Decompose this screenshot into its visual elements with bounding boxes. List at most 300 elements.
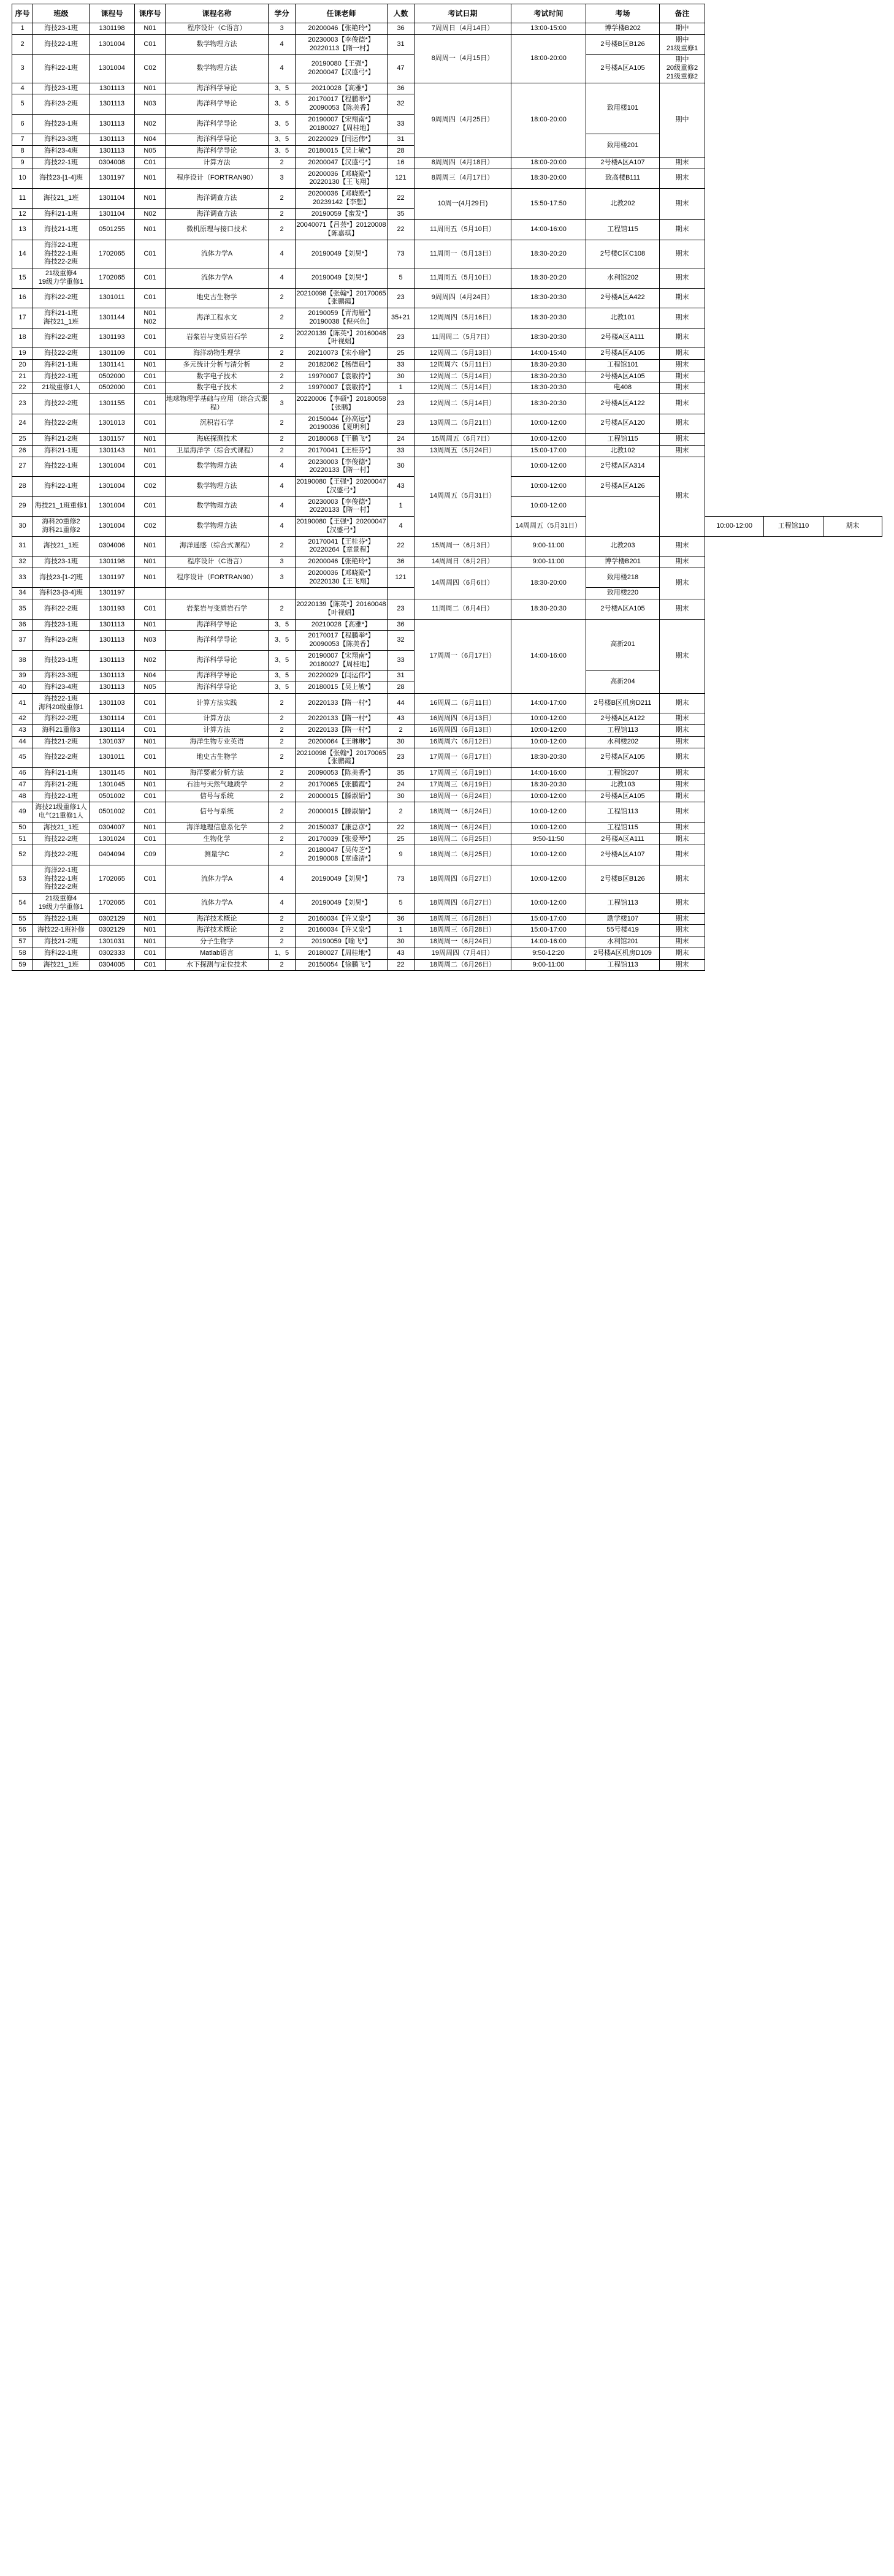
exam-schedule-sheet xyxy=(0,4,894,971)
course-code: 0404094 xyxy=(90,845,135,865)
course-seq: N01 xyxy=(135,434,166,446)
course-name: 海洋科学导论 xyxy=(166,650,269,671)
class-name: 海技21-2班 xyxy=(33,937,90,948)
exam-room: 2号楼C区C108 xyxy=(586,240,660,268)
exam-time: 14:00-16:00 xyxy=(511,220,586,240)
credit: 2 xyxy=(269,599,296,620)
credit: 2 xyxy=(269,328,296,348)
credit: 2 xyxy=(269,937,296,948)
course-name: 海洋生物专业英语 xyxy=(166,736,269,748)
class-name: 海技21_1班 xyxy=(33,189,90,209)
exam-room: 2号楼A区A111 xyxy=(586,834,660,845)
credit: 2 xyxy=(269,736,296,748)
table-row xyxy=(12,23,882,35)
exam-time: 18:30-20:30 xyxy=(511,779,586,791)
class-name: 海科21-1班 xyxy=(33,359,90,371)
course-seq: C01 xyxy=(135,599,166,620)
exam-date: 8周周一（4月15日） xyxy=(415,34,511,83)
exam-date: 17周周一（6月17日） xyxy=(415,619,511,693)
course-code: 1301113 xyxy=(90,682,135,694)
course-name: 海洋科学导论 xyxy=(166,682,269,694)
class-name: 海科20重修2 海科21重修2 xyxy=(33,517,90,537)
student-count: 1 xyxy=(388,382,415,394)
exam-date: 12周周六（5月11日） xyxy=(415,359,511,371)
table-row xyxy=(12,822,882,834)
course-name: 地史古生物学 xyxy=(166,288,269,308)
course-name: Matlab语言 xyxy=(166,948,269,959)
teacher: 20170039【张爱琴*】 xyxy=(296,834,388,845)
exam-room: 博学楼B202 xyxy=(586,23,660,35)
credit: 3、5 xyxy=(269,650,296,671)
exam-room: 2号楼B区机房D211 xyxy=(586,693,660,713)
course-seq: C01 xyxy=(135,268,166,289)
credit: 4 xyxy=(269,457,296,477)
credit: 2 xyxy=(269,157,296,169)
teacher: 20170065【张鹏霞*】 xyxy=(296,779,388,791)
class-name: 海科23-4班 xyxy=(33,146,90,158)
course-name: 数字电子技术 xyxy=(166,371,269,382)
exam-date: 18周周三（6月28日） xyxy=(415,925,511,937)
course-name: 海洋科学导论 xyxy=(166,619,269,631)
exam-date: 18周周一（6月24日） xyxy=(415,802,511,823)
course-name: 海洋科学导论 xyxy=(166,146,269,158)
student-count: 23 xyxy=(388,328,415,348)
table-row xyxy=(12,619,882,631)
course-seq: C01 xyxy=(135,748,166,768)
exam-room: 高新204 xyxy=(586,671,660,694)
column-header-8: 考试日期 xyxy=(415,4,511,23)
course-code: 1301011 xyxy=(90,748,135,768)
exam-time: 10:00-12:00 xyxy=(511,894,586,914)
course-seq: N01 xyxy=(135,189,166,209)
student-count: 23 xyxy=(388,748,415,768)
row-index: 53 xyxy=(12,865,33,893)
table-row xyxy=(12,414,882,434)
course-seq: C01 xyxy=(135,496,166,517)
exam-date: 14周周日（6月2日） xyxy=(415,557,511,568)
exam-date: 17周周一（6月17日） xyxy=(415,748,511,768)
teacher: 20090053【陈美香*】 xyxy=(296,768,388,780)
exam-time: 10:00-12:00 xyxy=(511,802,586,823)
teacher: 20220133【隋一村*】 xyxy=(296,725,388,737)
course-code: 1702065 xyxy=(90,240,135,268)
row-index: 14 xyxy=(12,240,33,268)
exam-room: 北教202 xyxy=(586,189,660,220)
table-row xyxy=(12,834,882,845)
row-index: 35 xyxy=(12,599,33,620)
remark: 期末 xyxy=(660,693,705,713)
course-code: 1301141 xyxy=(90,359,135,371)
course-name: 海洋科学导论 xyxy=(166,94,269,115)
row-index: 29 xyxy=(12,496,33,517)
course-code: 0304007 xyxy=(90,822,135,834)
row-index: 11 xyxy=(12,189,33,209)
teacher: 20182062【杨德晨*】 xyxy=(296,359,388,371)
exam-room: 致用楼101 xyxy=(586,83,660,134)
course-name: 信号与系统 xyxy=(166,791,269,802)
course-name: 流体力学A xyxy=(166,268,269,289)
exam-time: 9:50-12:20 xyxy=(511,948,586,959)
student-count: 22 xyxy=(388,959,415,971)
course-name: 沉积岩石学 xyxy=(166,414,269,434)
class-name: 海科22-2班 xyxy=(33,713,90,725)
class-name: 海技22-1班 海科20级重修1 xyxy=(33,693,90,713)
row-index: 37 xyxy=(12,631,33,651)
exam-time: 15:00-17:00 xyxy=(511,913,586,925)
exam-room: 2号楼A区A107 xyxy=(586,845,660,865)
teacher: 20190007【宋翔南*】20180027【周桂地】 xyxy=(296,650,388,671)
exam-date: 18周周二（6月26日） xyxy=(415,959,511,971)
class-name: 海技23-[1-2]班 xyxy=(33,568,90,588)
remark: 期末 xyxy=(660,568,705,599)
exam-date: 11周周五（5月10日） xyxy=(415,268,511,289)
row-index: 9 xyxy=(12,157,33,169)
exam-date: 11周周二（6月4日） xyxy=(415,599,511,620)
remark: 期末 xyxy=(660,791,705,802)
teacher: 20180027【周桂地*】 xyxy=(296,948,388,959)
course-name: 程序设计（C语言） xyxy=(166,557,269,568)
course-seq: N01 xyxy=(135,568,166,588)
class-name: 海技23-[1-4]班 xyxy=(33,169,90,189)
credit: 2 xyxy=(269,768,296,780)
credit: 3、5 xyxy=(269,671,296,682)
row-index: 8 xyxy=(12,146,33,158)
exam-time: 14:00-16:00 xyxy=(511,619,586,693)
student-count: 33 xyxy=(388,114,415,134)
column-header-3: 课序号 xyxy=(135,4,166,23)
exam-time: 18:00-20:00 xyxy=(511,83,586,157)
course-seq: C01 xyxy=(135,382,166,394)
course-seq: N01 xyxy=(135,736,166,748)
course-name: 流体力学A xyxy=(166,894,269,914)
exam-date: 14周周四（6月6日） xyxy=(415,568,511,599)
class-name: 海技21_1班 xyxy=(33,959,90,971)
row-index: 15 xyxy=(12,268,33,289)
exam-time: 18:30-20:30 xyxy=(511,382,586,394)
exam-date: 14周周五（5月31日） xyxy=(415,457,511,536)
table-row xyxy=(12,736,882,748)
table-body xyxy=(12,23,882,971)
class-name: 海技23-1班 xyxy=(33,23,90,35)
class-name: 海科23-3班 xyxy=(33,134,90,146)
row-index: 54 xyxy=(12,894,33,914)
course-code: 1301144 xyxy=(90,308,135,329)
course-name: 海洋工程水文 xyxy=(166,308,269,329)
class-name: 海技22-1班 xyxy=(33,157,90,169)
remark: 期末 xyxy=(660,288,705,308)
course-seq xyxy=(135,588,166,599)
exam-time: 18:00-20:00 xyxy=(511,157,586,169)
student-count: 47 xyxy=(388,55,415,83)
remark: 期末 xyxy=(660,834,705,845)
row-index: 44 xyxy=(12,736,33,748)
teacher: 20220133【隋一村*】 xyxy=(296,693,388,713)
exam-time: 14:00-16:00 xyxy=(511,768,586,780)
exam-room: 2号楼A区A105 xyxy=(586,371,660,382)
course-name: 多元统计分析与清分析 xyxy=(166,359,269,371)
student-count: 28 xyxy=(388,682,415,694)
remark: 期末 xyxy=(660,445,705,457)
course-code: 1301114 xyxy=(90,725,135,737)
class-name: 海科21-1班 xyxy=(33,445,90,457)
course-name: 计算方法实践 xyxy=(166,693,269,713)
student-count: 2 xyxy=(388,725,415,737)
course-code: 1301037 xyxy=(90,736,135,748)
teacher: 20170017【程鹏举*】20090053【陈美香】 xyxy=(296,94,388,115)
exam-room: 2号楼A区A105 xyxy=(586,791,660,802)
exam-room: 致用楼201 xyxy=(586,134,660,158)
class-name: 海技21_1班 xyxy=(33,822,90,834)
teacher: 19970007【袁敏持*】 xyxy=(296,382,388,394)
table-row xyxy=(12,802,882,823)
teacher: 20210028【高雅*】 xyxy=(296,619,388,631)
credit: 3、5 xyxy=(269,146,296,158)
class-name: 海科23-4班 xyxy=(33,682,90,694)
remark: 期末 xyxy=(660,725,705,737)
exam-time: 15:50-17:50 xyxy=(511,189,586,220)
remark: 期末 xyxy=(660,414,705,434)
course-code: 1301103 xyxy=(90,693,135,713)
student-count: 35 xyxy=(388,768,415,780)
table-header-row xyxy=(12,4,882,23)
credit: 2 xyxy=(269,445,296,457)
course-code: 1702065 xyxy=(90,865,135,893)
course-seq: N01 xyxy=(135,619,166,631)
class-name: 海科21-1班 xyxy=(33,768,90,780)
teacher: 20230003【李俊德*】20220133【隋一村】 xyxy=(296,496,388,517)
exam-time: 18:30-20:30 xyxy=(511,328,586,348)
credit: 4 xyxy=(269,55,296,83)
class-name: 海洋22-1班 海技22-1班 海技22-2班 xyxy=(33,240,90,268)
course-name: 数字电子技术 xyxy=(166,382,269,394)
row-index: 17 xyxy=(12,308,33,329)
remark: 期末 xyxy=(660,394,705,414)
student-count: 43 xyxy=(388,477,415,497)
course-seq: N01 xyxy=(135,937,166,948)
row-index: 56 xyxy=(12,925,33,937)
course-seq: C02 xyxy=(135,55,166,83)
remark: 期中 xyxy=(660,23,705,35)
column-header-7: 人数 xyxy=(388,4,415,23)
teacher: 20190049【刘昊*】 xyxy=(296,268,388,289)
course-name: 程序设计（FORTRAN90） xyxy=(166,169,269,189)
teacher: 20200047【汉盛弓*】 xyxy=(296,157,388,169)
credit: 3 xyxy=(269,568,296,588)
course-seq: C01 xyxy=(135,394,166,414)
course-name: 海洋要素分析方法 xyxy=(166,768,269,780)
class-name: 海科23-3班 xyxy=(33,671,90,682)
course-name: 水下探测与定位技术 xyxy=(166,959,269,971)
exam-schedule-table xyxy=(12,4,882,971)
table-row xyxy=(12,913,882,925)
exam-room xyxy=(586,496,660,536)
teacher: 20220133【隋一村*】 xyxy=(296,713,388,725)
remark: 期末 xyxy=(660,913,705,925)
exam-room: 工程馆207 xyxy=(586,768,660,780)
remark: 期末 xyxy=(660,536,705,557)
row-index: 45 xyxy=(12,748,33,768)
row-index: 2 xyxy=(12,34,33,55)
teacher: 20190059【青海雁*】20190038【倪兴色】 xyxy=(296,308,388,329)
row-index: 22 xyxy=(12,382,33,394)
exam-room: 2号楼A区A107 xyxy=(586,157,660,169)
course-seq: C09 xyxy=(135,845,166,865)
class-name: 海技22-1班 xyxy=(33,913,90,925)
course-name: 计算方法 xyxy=(166,157,269,169)
course-code: 1301157 xyxy=(90,434,135,446)
course-code: 0302129 xyxy=(90,913,135,925)
course-name: 生物化学 xyxy=(166,834,269,845)
table-row xyxy=(12,791,882,802)
course-seq: C01 xyxy=(135,865,166,893)
class-name: 海技23-1班 xyxy=(33,83,90,94)
row-index: 31 xyxy=(12,536,33,557)
credit: 2 xyxy=(269,713,296,725)
credit: 2 xyxy=(269,536,296,557)
exam-date: 12周周二（5月14日） xyxy=(415,382,511,394)
remark: 期末 xyxy=(660,736,705,748)
course-code: 1301013 xyxy=(90,414,135,434)
course-code: 1301197 xyxy=(90,568,135,588)
column-header-11: 备注 xyxy=(660,4,705,23)
course-code: 1301011 xyxy=(90,288,135,308)
remark: 期中 20级重修2 21级重修2 xyxy=(660,55,705,83)
credit: 2 xyxy=(269,845,296,865)
row-index: 46 xyxy=(12,768,33,780)
exam-time: 18:30-20:30 xyxy=(511,394,586,414)
exam-date: 8周周四（4月18日） xyxy=(415,157,511,169)
student-count: 33 xyxy=(388,445,415,457)
table-row xyxy=(12,240,882,268)
course-code: 1301113 xyxy=(90,146,135,158)
row-index: 18 xyxy=(12,328,33,348)
credit: 4 xyxy=(269,865,296,893)
exam-room: 2号楼A区A120 xyxy=(586,414,660,434)
course-code: 1301193 xyxy=(90,328,135,348)
exam-date: 18周周二（6月25日） xyxy=(415,834,511,845)
class-name: 海科22-1班 xyxy=(33,948,90,959)
table-row xyxy=(12,845,882,865)
class-name: 海洋22-1班 海技22-1班 海技22-2班 xyxy=(33,865,90,893)
exam-date: 17周周三（6月19日） xyxy=(415,779,511,791)
remark: 期末 xyxy=(660,308,705,329)
course-code: 1301113 xyxy=(90,671,135,682)
teacher: 20190049【刘昊*】 xyxy=(296,240,388,268)
course-seq: N01 xyxy=(135,779,166,791)
exam-time: 10:00-12:00 xyxy=(705,517,764,537)
course-code: 1301113 xyxy=(90,83,135,94)
course-name xyxy=(166,588,269,599)
table-row xyxy=(12,220,882,240)
row-index: 57 xyxy=(12,937,33,948)
credit: 2 xyxy=(269,288,296,308)
credit: 3、5 xyxy=(269,682,296,694)
student-count: 2 xyxy=(388,802,415,823)
course-code: 1301109 xyxy=(90,348,135,360)
course-seq: N01 xyxy=(135,822,166,834)
remark: 期末 xyxy=(660,220,705,240)
remark: 期末 xyxy=(660,169,705,189)
course-code: 1301113 xyxy=(90,114,135,134)
course-code: 1301024 xyxy=(90,834,135,845)
course-name: 海洋科学导论 xyxy=(166,671,269,682)
teacher: 20190059【蜜发*】 xyxy=(296,208,388,220)
credit: 2 xyxy=(269,791,296,802)
exam-date: 19周周四（7月4日） xyxy=(415,948,511,959)
remark: 期末 xyxy=(660,822,705,834)
exam-time: 10:00-12:00 xyxy=(511,414,586,434)
teacher: 20210073【宋小瑜*】 xyxy=(296,348,388,360)
table-row xyxy=(12,157,882,169)
teacher: 20150037【康总彦*】 xyxy=(296,822,388,834)
exam-room: 水利楼202 xyxy=(586,736,660,748)
student-count: 23 xyxy=(388,599,415,620)
class-name: 21级重修4 19级力学重修1 xyxy=(33,268,90,289)
credit: 3、5 xyxy=(269,94,296,115)
class-name: 海技22-2班 xyxy=(33,845,90,865)
teacher: 20170041【王桂芬*】20220264【章景程】 xyxy=(296,536,388,557)
table-row xyxy=(12,308,882,329)
exam-time: 10:00-12:00 xyxy=(511,736,586,748)
remark: 期末 xyxy=(660,157,705,169)
exam-room: 北教101 xyxy=(586,308,660,329)
teacher: 20200036【邓晓殿*】20220130【王飞翔】 xyxy=(296,169,388,189)
course-name: 测量学C xyxy=(166,845,269,865)
exam-room: 2号楼A区A105 xyxy=(586,55,660,83)
column-header-1: 班级 xyxy=(33,4,90,23)
exam-time: 18:30-20:20 xyxy=(511,240,586,268)
student-count: 5 xyxy=(388,268,415,289)
course-seq: N05 xyxy=(135,682,166,694)
student-count: 24 xyxy=(388,434,415,446)
student-count: 30 xyxy=(388,937,415,948)
class-name: 海技21_1班 xyxy=(33,536,90,557)
course-name: 信号与系统 xyxy=(166,802,269,823)
student-count: 121 xyxy=(388,169,415,189)
course-code: 1301113 xyxy=(90,650,135,671)
student-count: 35 xyxy=(388,208,415,220)
exam-time: 9:50-11:50 xyxy=(511,834,586,845)
row-index: 10 xyxy=(12,169,33,189)
table-row xyxy=(12,434,882,446)
exam-time: 14:00-16:00 xyxy=(511,937,586,948)
credit: 2 xyxy=(269,822,296,834)
remark: 期末 xyxy=(660,371,705,382)
exam-room: 2号楼A区A111 xyxy=(586,328,660,348)
course-code: 1301197 xyxy=(90,169,135,189)
exam-room: 2号楼A区A314 xyxy=(586,457,660,477)
row-index: 1 xyxy=(12,23,33,35)
student-count: 23 xyxy=(388,394,415,414)
exam-time: 18:30-20:30 xyxy=(511,359,586,371)
credit: 3 xyxy=(269,23,296,35)
credit: 3、5 xyxy=(269,83,296,94)
exam-time: 18:30-20:30 xyxy=(511,288,586,308)
table-row xyxy=(12,83,882,94)
credit: 2 xyxy=(269,748,296,768)
remark: 期末 xyxy=(660,894,705,914)
exam-time: 9:00-11:00 xyxy=(511,536,586,557)
course-seq: N01 xyxy=(135,768,166,780)
course-seq: C01 xyxy=(135,414,166,434)
teacher: 20200036【邓晓殿*】20220130【王飞翔】 xyxy=(296,568,388,588)
row-index: 21 xyxy=(12,371,33,382)
student-count: 36 xyxy=(388,23,415,35)
course-code: 1301114 xyxy=(90,713,135,725)
class-name: 海科22-1班 xyxy=(33,477,90,497)
exam-time: 10:00-12:00 xyxy=(511,477,586,497)
column-header-6: 任课老师 xyxy=(296,4,388,23)
